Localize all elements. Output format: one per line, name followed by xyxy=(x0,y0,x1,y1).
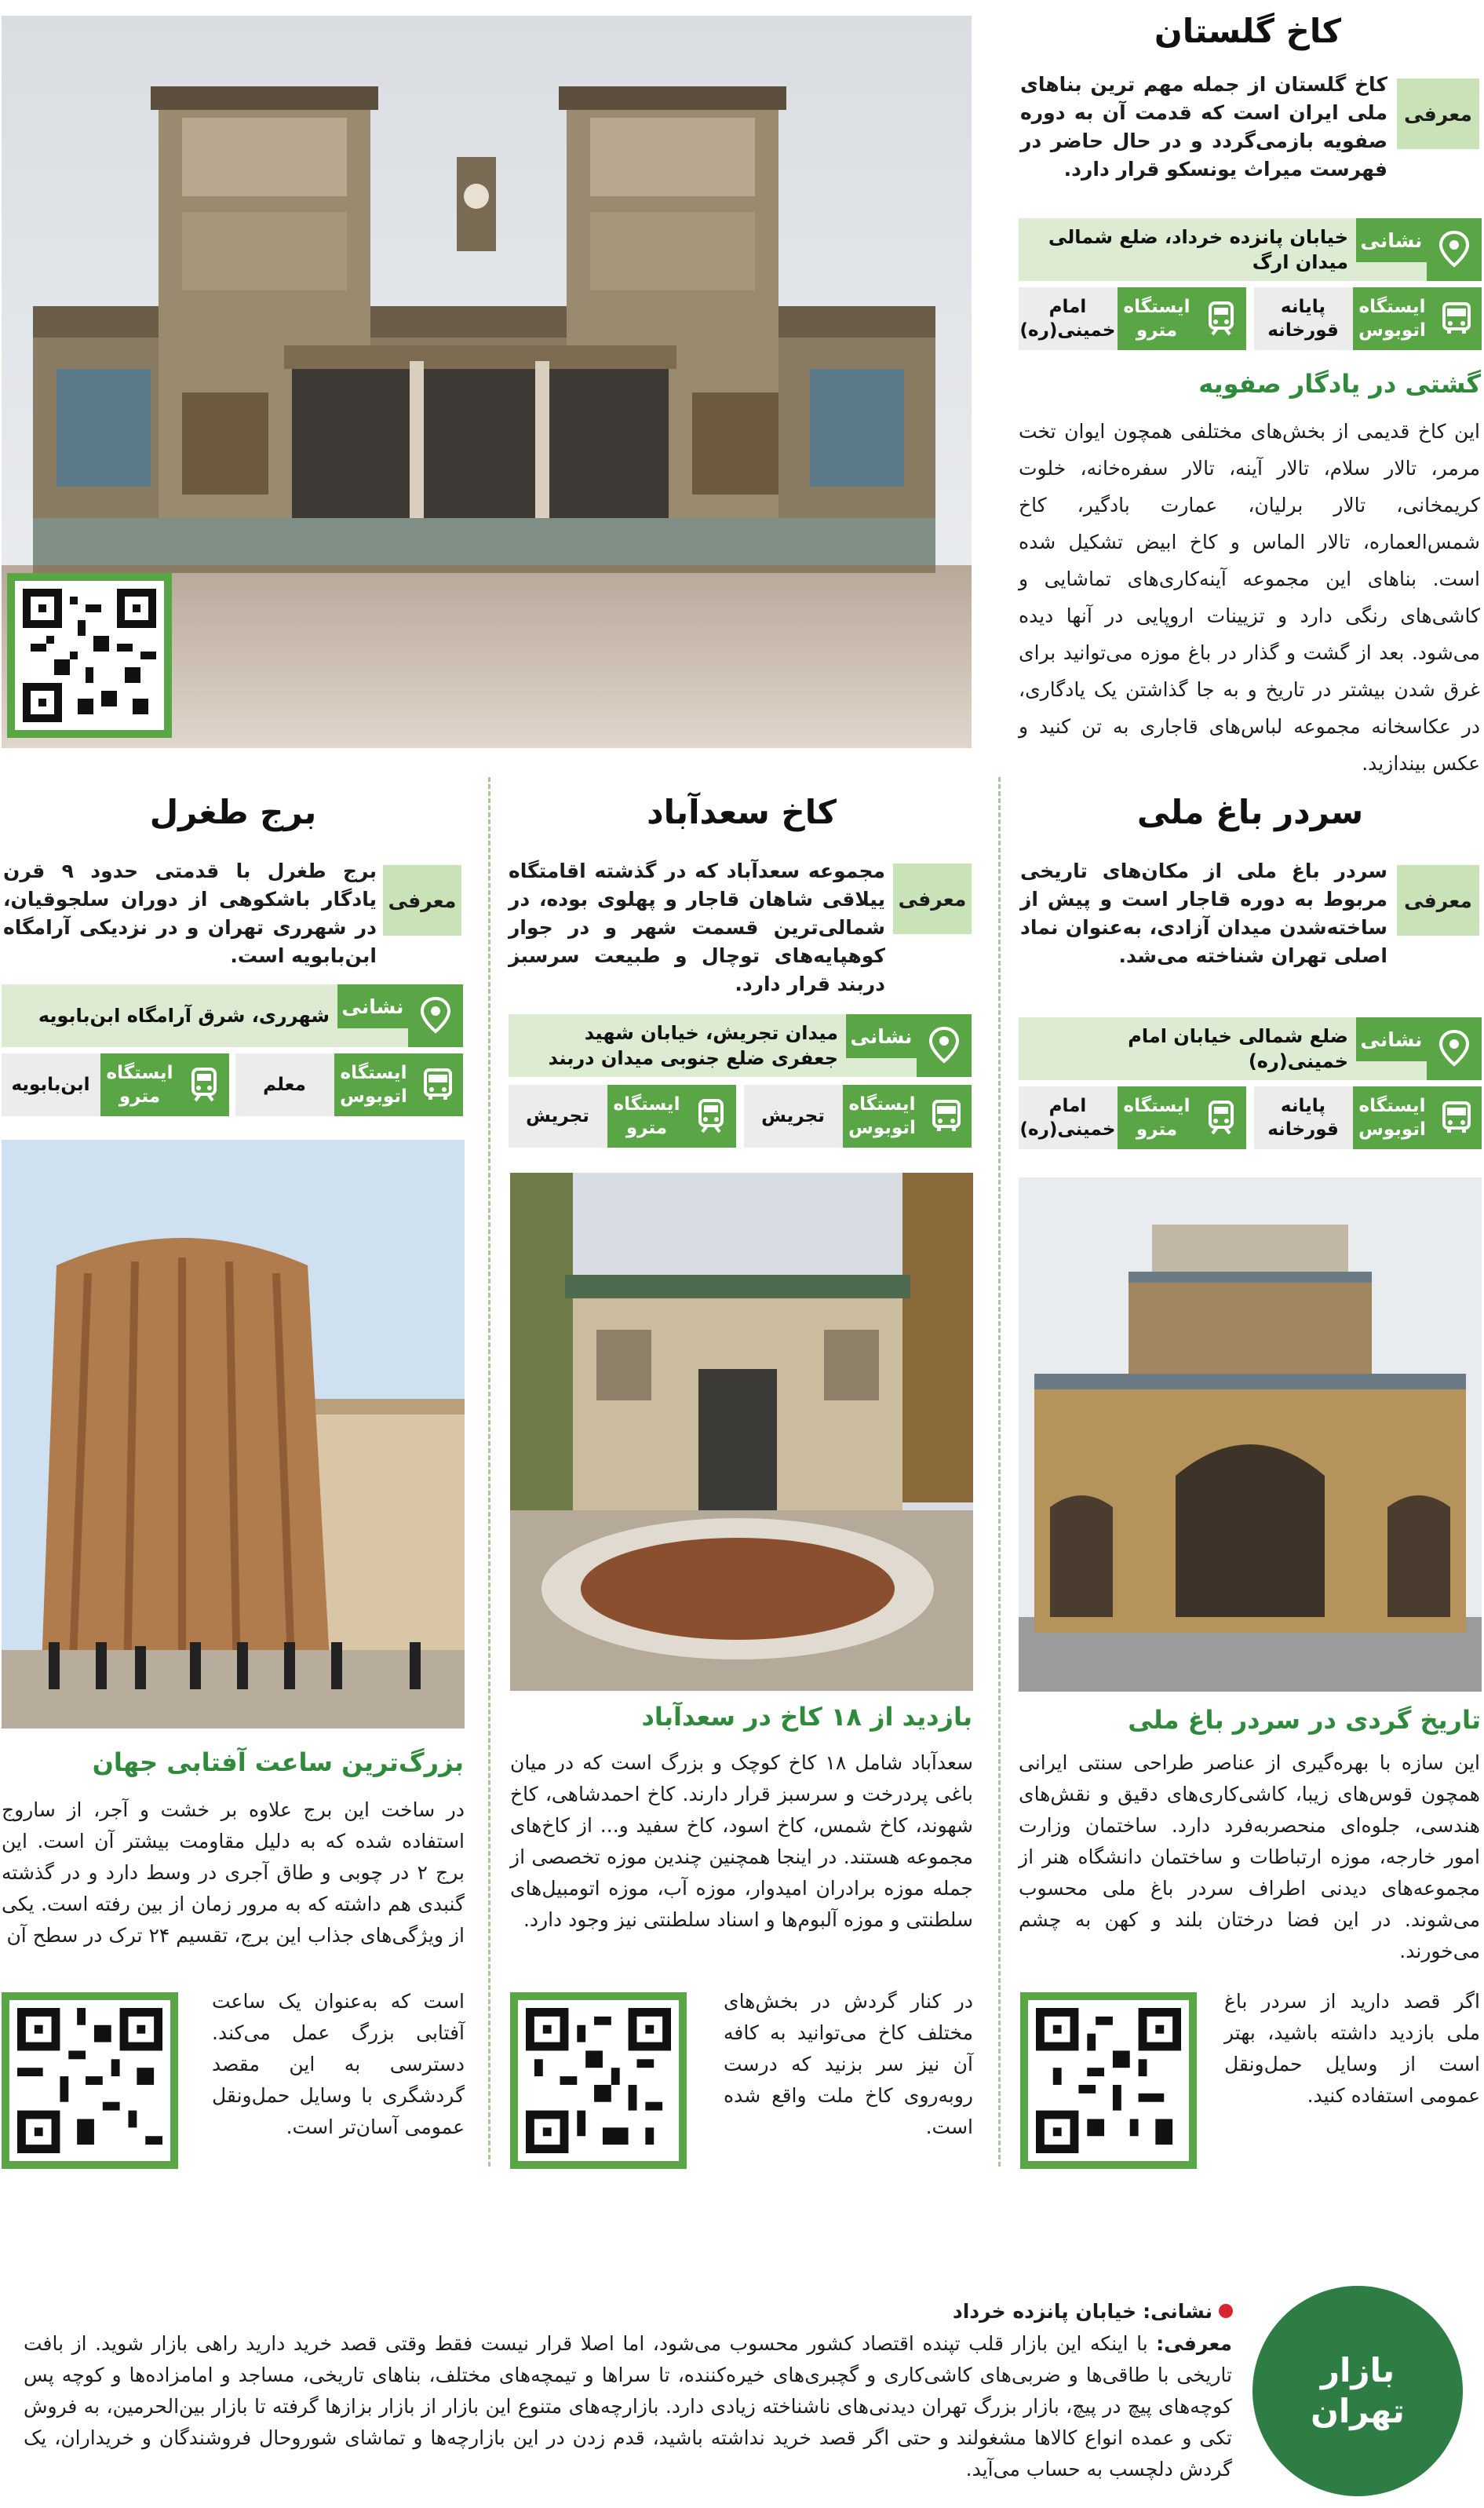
bazaar-badge xyxy=(1252,2286,1463,2496)
metro-train-icon xyxy=(179,1053,229,1116)
toghrol-bus-stop: معلم xyxy=(263,1075,306,1095)
bazaar-badge-line1: بازار xyxy=(1320,2351,1395,2389)
sardar-title: سردر باغ ملی xyxy=(1136,793,1364,831)
toghrol-intro-text: برج طغرل با قدمتی حدود ۹ قرن یادگار باشکوهی از دوران سلجوقیان، در شهرری تهران و در نزدیکی آرامگاه ابن‌بابویه است. xyxy=(3,860,377,967)
sardar-address-box xyxy=(1019,1017,1482,1080)
sardar-body-end: اگر قصد دارید از سردر باغ ملی بازدید داشته باشید، بهتر است از وسایل حمل‌ونقل عمومی استفاده کنید. xyxy=(1224,1990,1480,2107)
metro-train-icon xyxy=(1196,1086,1246,1149)
saadabad-palace-photo xyxy=(510,1173,973,1691)
toghrol-metro-label: ایستگاه مترو xyxy=(100,1053,179,1116)
bazaar-badge-line2: تهران xyxy=(1311,2392,1405,2430)
sardar-metro-stop: امام خمینی(ره) xyxy=(1019,1096,1116,1140)
sardar-bus-stop: پایانه قورخانه xyxy=(1267,1096,1339,1140)
toghrol-title: برج طغرل xyxy=(149,793,317,831)
column-divider xyxy=(488,777,490,2167)
saadabad-address-text: میدان تجریش، خیابان شهید جعفری ضلع جنوبی میدان دربند xyxy=(548,1022,838,1069)
golestan-bus-stop: پایانه قورخانه xyxy=(1267,297,1339,341)
toghrol-tower-photo xyxy=(2,1140,465,1729)
golestan-bus-label: ایستگاه اتوبوس xyxy=(1353,287,1431,350)
bus-icon xyxy=(1431,1086,1482,1149)
sardar-bus-box xyxy=(1254,1086,1482,1149)
saadabad-address-box xyxy=(509,1014,972,1077)
bazaar-intro-text: با اینکه این بازار قلب تپنده اقتصاد کشور محسوب می‌شود، اما اصلا قرار نیست فقط وقتی قصد خرید دارید راهی بازار شوید. از بافت تاریخی با طاقی‌ها و ضربی‌های کاشی‌کاری و گچبری‌های خیره‌کننده، تا سراها و تیمچه‌های مختلف، بناهای تاریخی، مساجد و امامزاده‌ها و کوچه پس کوچه‌های پیچ در پیچ، بازار بزرگ تهران دیدنی‌های ناشناخته زیادی دارد. بازارچه‌های متنوع این بازار از بازار بزازها گرفته تا بازار بین‌الحرمین، به فروش تکی و عمده انواع کالاها مشغولند و حتی اگر قصد خرید نداشته باشید، قدم زدن در این بازارچه‌ها و تماشای شوروحال فروشندگان و خریداران، یک گردش دلچسب به حساب می‌آید. xyxy=(24,2332,1232,2481)
qr-pattern-icon xyxy=(17,2008,162,2153)
saadabad-title: کاخ سعدآباد xyxy=(647,793,837,831)
sardar-bus-label: ایستگاه اتوبوس xyxy=(1353,1086,1431,1149)
golestan-subtitle: گشتی در یادگار صفویه xyxy=(1198,369,1481,399)
saadabad-metro-label: ایستگاه مترو xyxy=(607,1085,686,1148)
toghrol-intro-label: معرفی xyxy=(383,865,461,936)
saadabad-intro-label: معرفی xyxy=(893,863,972,934)
toghrol-metro-box xyxy=(2,1053,229,1116)
golestan-body: این کاخ قدیمی از بخش‌های مختلفی همچون ایوان تخت مرمر، تالار سلام، تالار آینه، تالار سفره‌خانه، خلوت کریمخانی، تالار برلیان، عمارت بادگیر، کاخ شمس‌العماره، تالار الماس و کاخ ابیض تشکیل شده است. بناهای این مجموعه آینه‌کاری‌های تماشایی و کاشی‌های رنگی دارد و تزیینات اروپایی در آنها دیده می‌شود. بعد از گشت و گذار در باغ موزه می‌توانید برای غرق شدن بیشتر در تاریخ و به جا گذاشتن یک یادگاری، در عکاسخانه مجموعه لباس‌های قاجاری به تن کنید و عکس بیندازید. xyxy=(1019,420,1480,775)
bazaar-intro-label: معرفی: xyxy=(1156,2332,1232,2355)
location-pin-icon xyxy=(1427,218,1482,281)
qr-pattern-icon xyxy=(23,589,156,722)
bus-icon xyxy=(413,1053,463,1116)
sardar-address-text: ضلع شمالی خیابان امام خمینی(ره) xyxy=(1128,1025,1348,1072)
saadabad-address-label: نشانی xyxy=(846,1014,917,1058)
golestan-address-label: نشانی xyxy=(1356,218,1427,262)
bazaar-address-label: نشانی: xyxy=(1143,2299,1212,2323)
metro-train-icon xyxy=(686,1085,736,1148)
golestan-title: کاخ گلستان xyxy=(1154,12,1342,50)
toghrol-body-end: است که به‌عنوان یک ساعت آفتابی بزرگ عمل می‌کند. دسترسی به این مقصد گردشگری با وسایل حمل‌ونقل عمومی آسان‌تر است. xyxy=(212,1990,465,2138)
sardar-metro-label: ایستگاه مترو xyxy=(1118,1086,1196,1149)
saadabad-bus-stop: تجریش xyxy=(761,1106,825,1126)
sardar-metro-box xyxy=(1019,1086,1246,1149)
golestan-bus-box xyxy=(1254,287,1482,350)
saadabad-body-end: در کنار گردش در بخش‌های مختلف کاخ می‌توانید به کافه آن نیز سر بزنید که درست روبه‌روی کاخ ملت واقع شده است. xyxy=(724,1990,973,2138)
saadabad-metro-stop: تجریش xyxy=(526,1106,589,1126)
location-pin-icon xyxy=(408,984,463,1047)
toghrol-subtitle: بزرگ‌ترین ساعت آفتابی جهان xyxy=(92,1747,464,1777)
sardar-intro-label: معرفی xyxy=(1397,865,1479,936)
sardar-subtitle: تاریخ گردی در سردر باغ ملی xyxy=(1128,1705,1481,1735)
toghrol-qr-code[interactable] xyxy=(2,1992,178,2169)
toghrol-bus-label: ایستگاه اتوبوس xyxy=(334,1053,413,1116)
bazaar-intro xyxy=(24,2328,1232,2493)
saadabad-bus-box xyxy=(744,1085,972,1148)
sardar-body: این سازه با بهره‌گیری از عناصر طراحی سنتی ایرانی همچون قوس‌های زیبا، کاشی‌کاری‌های دقیق و نقش‌های هندسی، جلوه‌ای منحصربه‌فرد دارد. ساختمان وزارت امور خارجه، موزه ارتباطات و ساختمان دانشگاه هنر از مجموعه‌های دیدنی اطراف سردر باغ ملی محسوب می‌شوند. در این فضا درختان بلند و کهن به چشم می‌خورند. xyxy=(1019,1751,1480,1962)
sardar-intro-text: سردر باغ ملی از مکان‌های تاریخی مربوط به دوره قاجار است و پیش از ساخته‌شدن میدان آزادی، به‌عنوان نماد اصلی تهران شناخته می‌شد. xyxy=(1020,860,1387,967)
location-pin-icon xyxy=(917,1014,972,1077)
bazaar-address-row xyxy=(228,2295,1233,2327)
qr-pattern-icon xyxy=(1036,2008,1181,2153)
bus-icon xyxy=(921,1085,972,1148)
sardar-bagh-melli-photo xyxy=(1019,1177,1482,1692)
golestan-address-text: خیابان پانزده خرداد، ضلع شمالی میدان ارگ xyxy=(1048,226,1348,273)
saadabad-qr-code[interactable] xyxy=(510,1992,687,2169)
toghrol-address-label: نشانی xyxy=(337,984,408,1028)
saadabad-bus-label: ایستگاه اتوبوس xyxy=(843,1085,921,1148)
golestan-intro-text: کاخ گلستان از جمله مهم ترین بناهای ملی ایران است که قدمت آن به دوره صفویه بازمی‌گردد و در حال حاضر در فهرست میراث یونسکو قرار دارد. xyxy=(1020,73,1387,181)
toghrol-address-text: شهرری، شرق آرامگاه ابن‌بابویه xyxy=(38,1005,330,1027)
sardar-qr-code[interactable] xyxy=(1020,1992,1197,2169)
column-divider xyxy=(998,777,1001,2167)
bazaar-address: خیابان پانزده خرداد xyxy=(952,2299,1137,2323)
toghrol-address-box xyxy=(2,984,463,1047)
golestan-address-box xyxy=(1019,218,1482,281)
golestan-metro-label: ایستگاه مترو xyxy=(1118,287,1196,350)
golestan-intro-label: معرفی xyxy=(1397,78,1479,149)
toghrol-metro-stop: ابن‌بابویه xyxy=(11,1075,90,1095)
golestan-metro-stop: امام خمینی(ره) xyxy=(1019,297,1116,341)
golestan-qr-code[interactable] xyxy=(7,573,172,738)
toghrol-body: در ساخت این برج علاوه بر خشت و آجر، از ساروج استفاده شده که به دلیل مقاومت بیشتر آن است. این برج ۲ در چوبی و طاق آجری در وسط دارد و در گذشته گنبدی هم داشته که به مرور زمان از بین رفته است. یکی از ویژگی‌های جذاب این برج، تقسیم ۲۴ ترک در سطح آن xyxy=(2,1798,465,1947)
sardar-address-label: نشانی xyxy=(1356,1017,1427,1061)
location-pin-icon xyxy=(1427,1017,1482,1080)
bus-icon xyxy=(1431,287,1482,350)
saadabad-body: سعدآباد شامل ۱۸ کاخ کوچک و بزرگ است که در میان باغی پردرخت و سرسبز قرار دارند. کاخ احمدشاهی، کاخ شهوند، کاخ شمس، کاخ اسود، کاخ سفید و... از کاخ‌های مجموعه هستند. در اینجا همچنین چندین موزه تخصصی از جمله موزه برادران امیدوار، موزه آب، موزه اتومبیل‌های سلطنتی و موزه آلبوم‌ها و اسناد سلطنتی نیز وجود دارد. xyxy=(510,1751,973,1931)
saadabad-intro-text: مجموعه سعدآباد که در گذشته اقامتگاه ییلاقی شاهان قاجار و پهلوی بوده، در شمالی‌ترین قسمت شهر و در جوار کوهپایه‌های توچال و طبیعت سرسبز دربند قرار دارد. xyxy=(509,860,885,995)
red-dot-icon xyxy=(1219,2304,1233,2318)
saadabad-metro-box xyxy=(509,1085,736,1148)
qr-pattern-icon xyxy=(526,2008,671,2153)
metro-train-icon xyxy=(1196,287,1246,350)
golestan-metro-box xyxy=(1019,287,1246,350)
toghrol-bus-box xyxy=(235,1053,463,1116)
saadabad-subtitle: بازدید از ۱۸ کاخ در سعدآباد xyxy=(641,1702,972,1732)
